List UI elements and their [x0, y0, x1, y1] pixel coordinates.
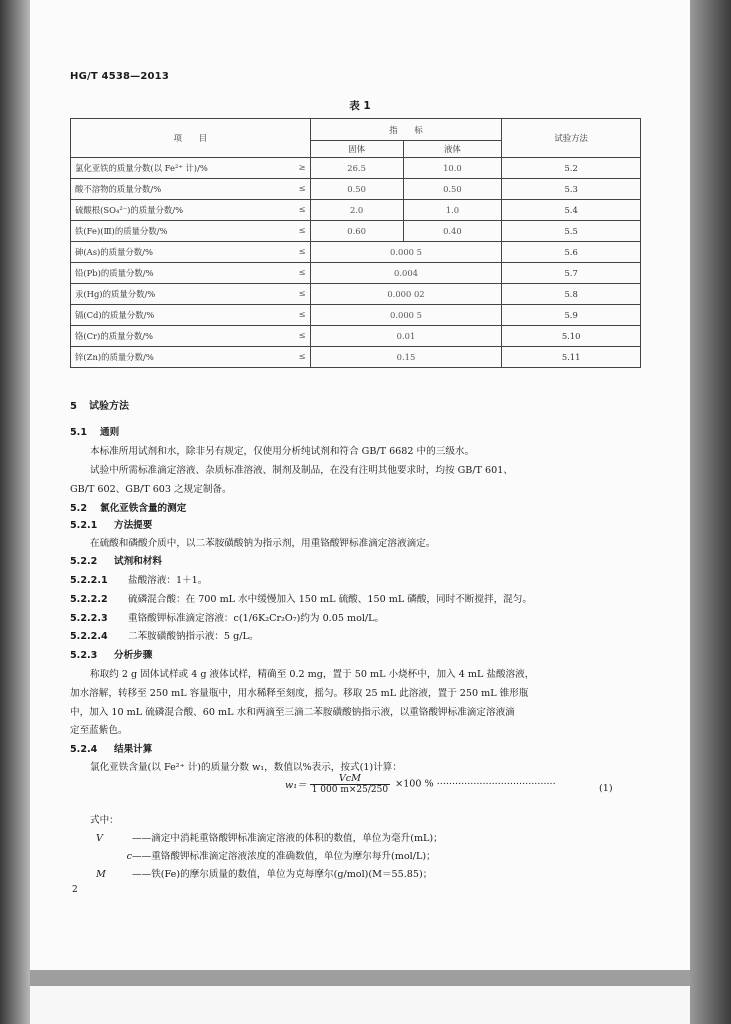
- row-merged-value: 0.000 5: [310, 305, 502, 326]
- heading-5-2-3: [70, 647, 152, 661]
- formula-lhs: w₁＝: [285, 780, 307, 791]
- row-item: 铁(Fe)(Ⅲ)的质量分数/%: [75, 226, 168, 236]
- row-method: 5.4: [502, 200, 641, 221]
- header-solid: 固体: [310, 141, 403, 158]
- clause-text: 重铬酸钾标准滴定溶液：c(1/6K₂Cr₂O₇)约为 0.05 mol/L。: [128, 613, 385, 624]
- row-merged-value: 0.000 02: [310, 284, 502, 305]
- formula-1: [285, 773, 613, 795]
- clause-number: 5.2.2.4: [70, 631, 108, 642]
- row-method: 5.3: [502, 179, 641, 200]
- header-liquid: 液体: [403, 141, 502, 158]
- row-merged-value: 0.000 5: [310, 242, 502, 263]
- row-method: 5.5: [502, 221, 641, 242]
- paragraph: 定至蓝紫色。: [70, 725, 128, 736]
- variable-symbol: V: [96, 833, 103, 844]
- variable-m: [96, 866, 432, 880]
- table-row: [71, 158, 641, 179]
- clause-text: 硫磷混合酸：在 700 mL 水中缓慢加入 150 mL 硫酸、150 mL 磷酸，同时不断搅拌，混匀。: [128, 594, 532, 605]
- paragraph: 加水溶解，转移至 250 mL 容量瓶中，用水稀释至刻度，摇匀。移取 25 mL 此溶液，置于 250 mL 锥形瓶: [70, 688, 529, 699]
- next-page-preview: [30, 986, 690, 1024]
- heading-5-2-4: [70, 741, 152, 755]
- row-method: 5.6: [502, 242, 641, 263]
- row-method: 5.10: [502, 326, 641, 347]
- section-number: 5.2.2: [70, 556, 98, 567]
- row-solid: 2.0: [310, 200, 403, 221]
- paragraph: 氯化亚铁含量(以 Fe²⁺ 计)的质量分数 w₁，数值以%表示，按式(1)计算：: [90, 762, 402, 773]
- section-title: 氯化亚铁含量的测定: [100, 503, 187, 514]
- row-item: 镉(Cd)的质量分数/%: [75, 310, 155, 320]
- clause-number: 5.2.2.2: [70, 594, 108, 605]
- row-solid: 0.60: [310, 221, 403, 242]
- paragraph: 在硫酸和磷酸介质中，以二苯胺磺酸钠为指示剂，用重铬酸钾标准滴定溶液滴定。: [90, 538, 436, 549]
- table-row: [71, 326, 641, 347]
- paragraph: 本标准所用试剂和水，除非另有规定，仅使用分析纯试剂和符合 GB/T 6682 中的三级水。: [90, 446, 475, 457]
- heading-5-2-1: [70, 517, 152, 531]
- row-item: 铅(Pb)的质量分数/%: [75, 268, 154, 278]
- scan-border-right: [690, 0, 731, 1024]
- row-item: 汞(Hg)的质量分数/%: [75, 289, 156, 299]
- section-title: 通则: [100, 427, 120, 438]
- section-number: 5.2.3: [70, 650, 98, 661]
- row-symbol: ≥: [298, 162, 306, 172]
- clause-number: 5.2.2.3: [70, 613, 108, 624]
- header-item: 项 目: [71, 119, 311, 158]
- row-symbol: ≤: [298, 183, 306, 193]
- variable-description: ——滴定中消耗重铬酸钾标准滴定溶液的体积的数值，单位为毫升(mL)；: [132, 833, 443, 844]
- row-item: 锌(Zn)的质量分数/%: [75, 352, 154, 362]
- page-number: 2: [72, 885, 78, 895]
- clause-text: 二苯胺磺酸钠指示液：5 g/L。: [128, 631, 259, 642]
- row-symbol: ≤: [298, 309, 306, 319]
- row-merged-value: 0.01: [310, 326, 502, 347]
- row-liquid: 0.50: [403, 179, 502, 200]
- row-method: 5.2: [502, 158, 641, 179]
- row-solid: 0.50: [310, 179, 403, 200]
- formula-denominator: 1 000 m×25/250: [311, 785, 389, 795]
- document-page: [30, 0, 690, 970]
- row-method: 5.8: [502, 284, 641, 305]
- section-number: 5.2: [70, 503, 87, 514]
- row-symbol: ≤: [298, 288, 306, 298]
- clause-5-2-2-1: [70, 572, 207, 586]
- table-row: [71, 263, 641, 284]
- variable-symbol: c: [126, 851, 132, 862]
- scan-border-left: [0, 0, 30, 1024]
- clause-5-2-2-3: [70, 610, 384, 624]
- row-symbol: ≤: [298, 225, 306, 235]
- formula-rest: ×100 % ·······································: [395, 778, 556, 790]
- table-row: [71, 221, 641, 242]
- row-symbol: ≤: [298, 204, 306, 214]
- section-title: 分析步骤: [114, 650, 153, 661]
- row-symbol: ≤: [298, 246, 306, 256]
- row-merged-value: 0.004: [310, 263, 502, 284]
- variable-symbol: M: [96, 869, 106, 880]
- table-row: [71, 200, 641, 221]
- row-symbol: ≤: [298, 330, 306, 340]
- table-row: [71, 242, 641, 263]
- heading-5-2-2: [70, 553, 162, 567]
- variable-description: ——铁(Fe)的摩尔质量的数值，单位为克每摩尔(g/mol)(M＝55.85)；: [132, 869, 433, 880]
- row-item: 氯化亚铁的质量分数(以 Fe²⁺ 计)/%: [75, 163, 208, 173]
- row-method: 5.9: [502, 305, 641, 326]
- row-method: 5.7: [502, 263, 641, 284]
- standard-code: HG/T 4538—2013: [70, 71, 169, 82]
- row-method: 5.11: [502, 347, 641, 368]
- header-method: 试验方法: [502, 119, 641, 158]
- section-number: 5.1: [70, 427, 87, 438]
- heading-5-1: [70, 424, 119, 438]
- table-row: [71, 347, 641, 368]
- variable-v: [96, 830, 443, 844]
- header-indicator: 指 标: [310, 119, 502, 141]
- paragraph: 试验中所需标准滴定溶液、杂质标准溶液、制剂及制品，在没有注明其他要求时，均按 GB/T 601、: [90, 465, 513, 476]
- section-number: 5.2.1: [70, 520, 98, 531]
- heading-5-2: [70, 500, 186, 514]
- row-symbol: ≤: [298, 267, 306, 277]
- section-number: 5: [70, 401, 77, 412]
- paragraph: 称取约 2 g 固体试样或 4 g 液体试样，精确至 0.2 mg，置于 50 mL 小烧杯中，加入 4 mL 盐酸溶液，: [90, 669, 535, 680]
- clause-text: 盐酸溶液：1＋1。: [128, 575, 208, 586]
- formula-number: (1): [599, 783, 613, 794]
- spec-table: [70, 118, 641, 368]
- variable-c: [96, 848, 436, 862]
- formula-fraction: [310, 773, 390, 795]
- paragraph: GB/T 602、GB/T 603 之规定制备。: [70, 484, 232, 495]
- table-title: 表 1: [349, 100, 371, 112]
- variable-description: ——重铬酸钾标准滴定溶液浓度的准确数值，单位为摩尔每升(mol/L)；: [132, 851, 436, 862]
- table-row: [71, 305, 641, 326]
- row-symbol: ≤: [298, 351, 306, 361]
- row-item: 硫酸根(SO₄²⁻)的质量分数/%: [75, 205, 184, 215]
- row-item: 酸不溶物的质量分数/%: [75, 184, 162, 194]
- section-title: 结果计算: [114, 744, 153, 755]
- where-label: 式中：: [90, 815, 119, 826]
- table-row: [71, 179, 641, 200]
- formula-numerator: VcM: [310, 773, 390, 785]
- clause-5-2-2-2: [70, 591, 532, 605]
- section-title: 方法提要: [114, 520, 153, 531]
- row-merged-value: 0.15: [310, 347, 502, 368]
- row-liquid: 1.0: [403, 200, 502, 221]
- row-solid: 26.5: [310, 158, 403, 179]
- clause-5-2-2-4: [70, 628, 258, 642]
- page-gap: [30, 970, 690, 986]
- row-liquid: 0.40: [403, 221, 502, 242]
- section-title: 试剂和材料: [114, 556, 162, 567]
- table-row: [71, 284, 641, 305]
- paragraph: 中，加入 10 mL 硫磷混合酸、60 mL 水和两滴至三滴二苯胺磺酸钠指示液，以重铬酸钾标准滴定溶液滴: [70, 707, 515, 718]
- row-item: 铬(Cr)的质量分数/%: [75, 331, 153, 341]
- section-number: 5.2.4: [70, 744, 98, 755]
- row-item: 砷(As)的质量分数/%: [75, 247, 153, 257]
- section-title: 试验方法: [88, 401, 129, 412]
- section-5-heading: [70, 397, 129, 412]
- clause-number: 5.2.2.1: [70, 575, 108, 586]
- row-liquid: 10.0: [403, 158, 502, 179]
